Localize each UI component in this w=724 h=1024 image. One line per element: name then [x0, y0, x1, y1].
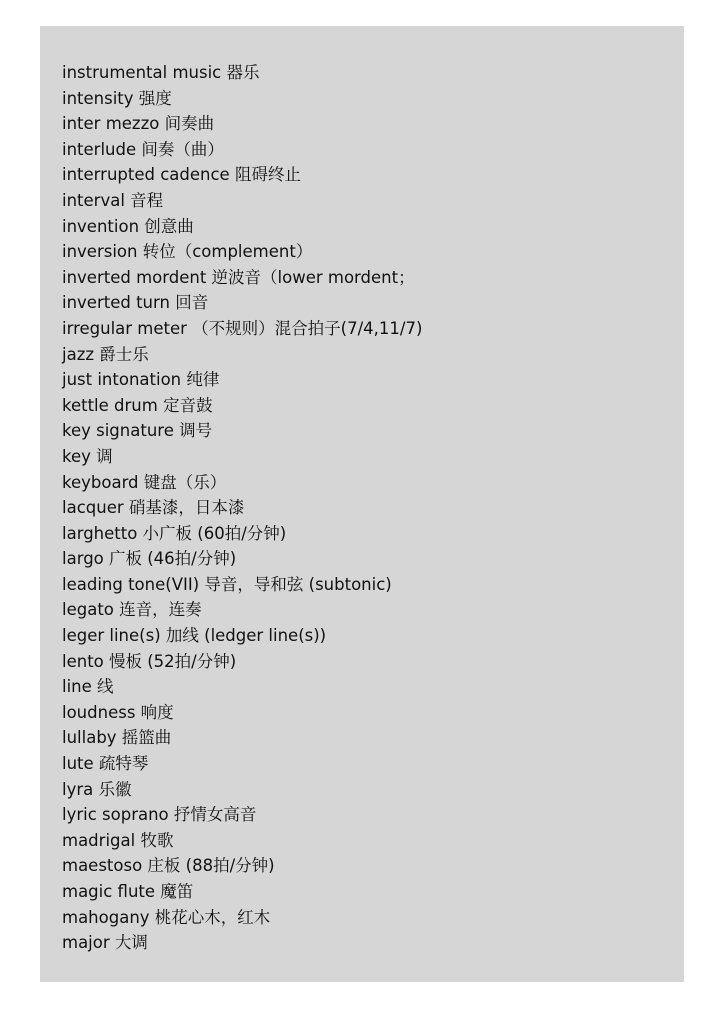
glossary-entry: inverted turn 回音 [62, 293, 209, 313]
glossary-entry: inter mezzo 间奏曲 [62, 114, 215, 134]
glossary-entry: interval 音程 [62, 190, 164, 210]
glossary-entry: largo 广板 (46拍/分钟) [62, 549, 237, 569]
glossary-entry: key signature 调号 [62, 421, 213, 441]
glossary-entry: instrumental music 器乐 [62, 63, 260, 82]
glossary-entry: leading tone(VII) 导音，导和弦 (subtonic) [62, 574, 392, 594]
glossary-entry: madrigal 牧歌 [62, 830, 174, 850]
glossary-entry: jazz 爵士乐 [62, 344, 149, 364]
glossary-entry: intensity 强度 [62, 88, 172, 108]
glossary-entry: lullaby 摇篮曲 [62, 728, 172, 748]
glossary-entry: just intonation 纯律 [62, 370, 220, 390]
glossary-entry: kettle drum 定音鼓 [62, 395, 213, 415]
glossary-entry: lute 疏特琴 [62, 754, 149, 774]
glossary-entry: key 调 [62, 446, 113, 466]
document-page [40, 26, 684, 982]
glossary-entry: loudness 响度 [62, 702, 174, 722]
glossary-list [62, 60, 422, 956]
glossary-entry: inversion 转位（complement） [62, 242, 313, 262]
glossary-entry: lento 慢板 (52拍/分钟) [62, 651, 237, 671]
glossary-entry: interlude 间奏（曲） [62, 139, 224, 159]
glossary-entry: line 线 [62, 677, 114, 697]
glossary-entry: invention 创意曲 [62, 216, 194, 236]
glossary-entry: larghetto 小广板 (60拍/分钟) [62, 523, 287, 543]
glossary-entry: interrupted cadence 阻碍终止 [62, 165, 301, 185]
glossary-entry: magic flute 魔笛 [62, 882, 194, 901]
glossary-entry: irregular meter （不规则）混合拍子(7/4,11/7) [62, 318, 423, 338]
glossary-entry: lacquer 硝基漆，日本漆 [62, 498, 245, 518]
glossary-entry: major 大调 [62, 933, 148, 953]
glossary-entry: maestoso 庄板 (88拍/分钟) [62, 856, 275, 876]
glossary-entry: mahogany 桃花心木，红木 [62, 907, 271, 927]
glossary-entry: lyric soprano 抒情女高音 [62, 805, 257, 825]
glossary-entry: leger line(s) 加线 (ledger line(s)) [62, 626, 327, 646]
glossary-entry: lyra 乐徽 [62, 779, 132, 799]
glossary-entry: inverted mordent 逆波音（lower mordent； [62, 267, 415, 287]
glossary-entry: legato 连音，连奏 [62, 600, 202, 620]
glossary-entry: keyboard 键盘（乐） [62, 472, 227, 492]
